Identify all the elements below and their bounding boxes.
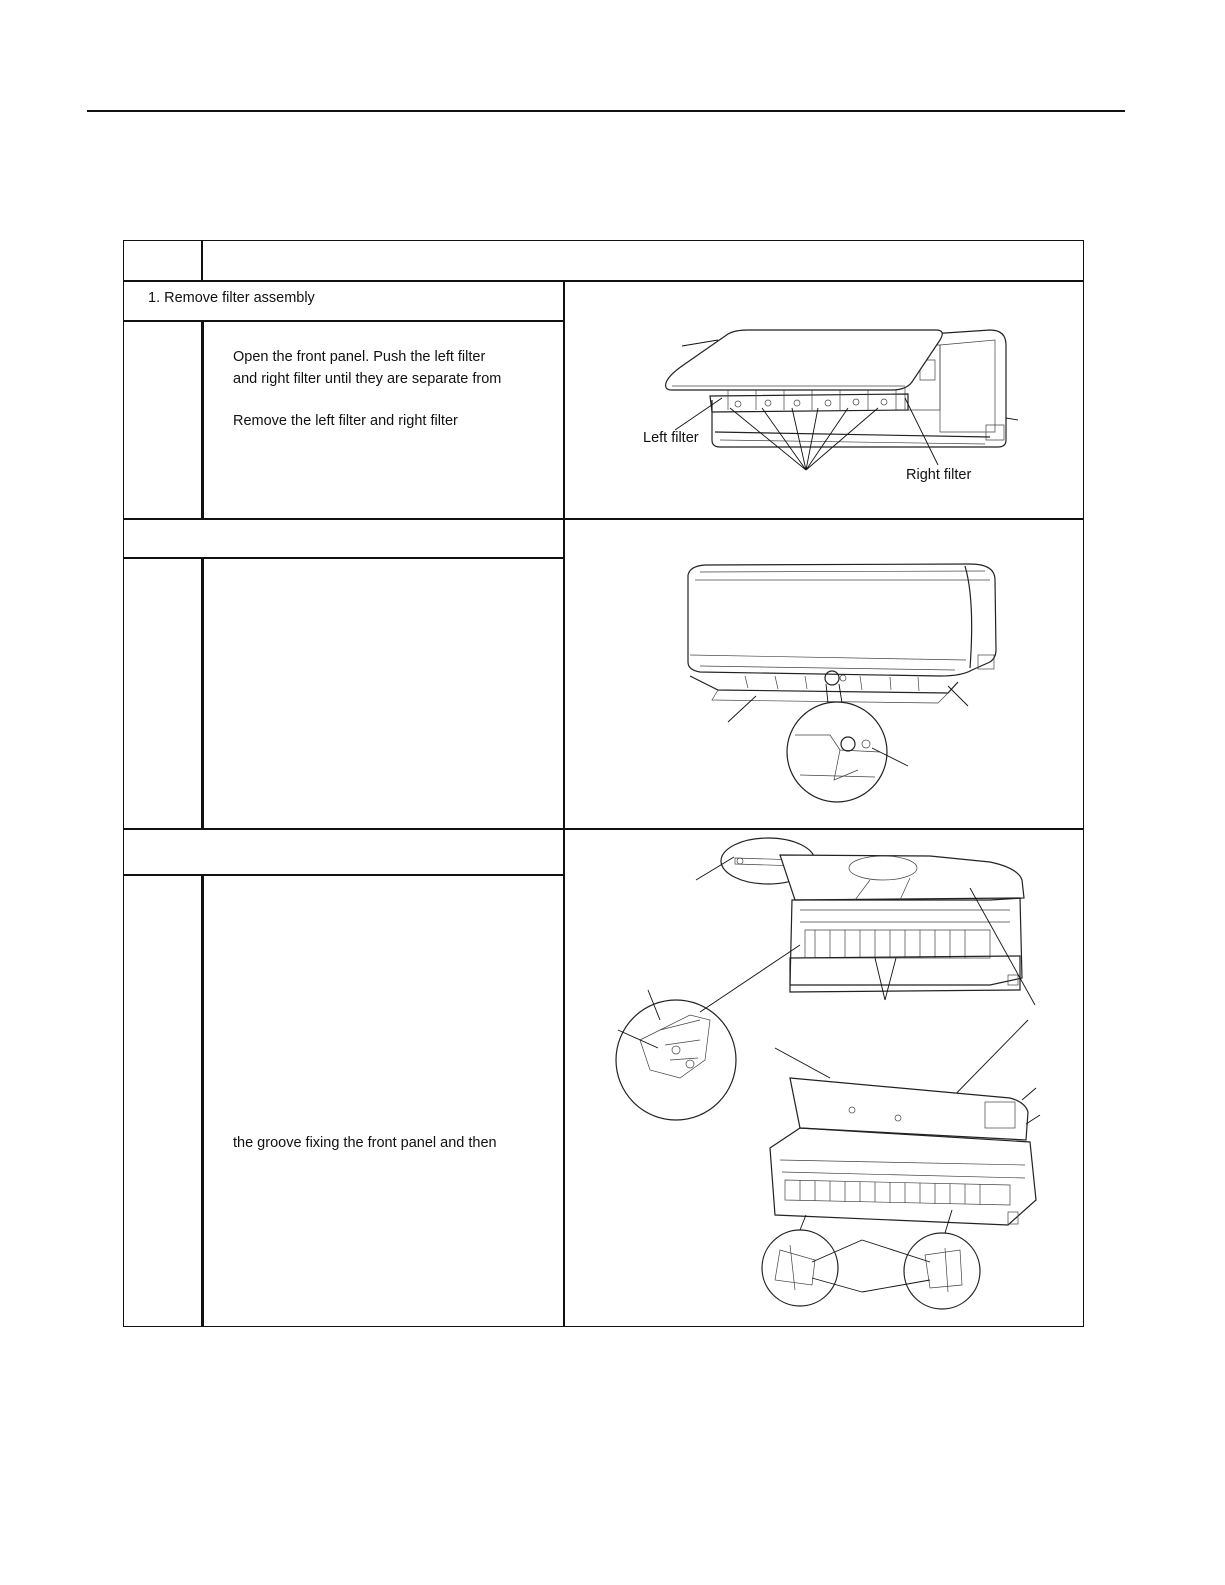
- step-3-body-line-1: the groove fixing the front panel and then: [233, 1135, 497, 1151]
- step-1-body-line-1: Open the front panel. Push the left filter: [233, 349, 486, 365]
- step-1-body-line-3: Remove the left filter and right filter: [233, 413, 458, 429]
- step-1-body-line-2: and right filter until they are separate from: [233, 371, 502, 387]
- right-filter-label: Right filter: [906, 467, 972, 483]
- step-1-title: 1. Remove filter assembly: [148, 290, 315, 306]
- left-filter-label: Left filter: [643, 430, 699, 446]
